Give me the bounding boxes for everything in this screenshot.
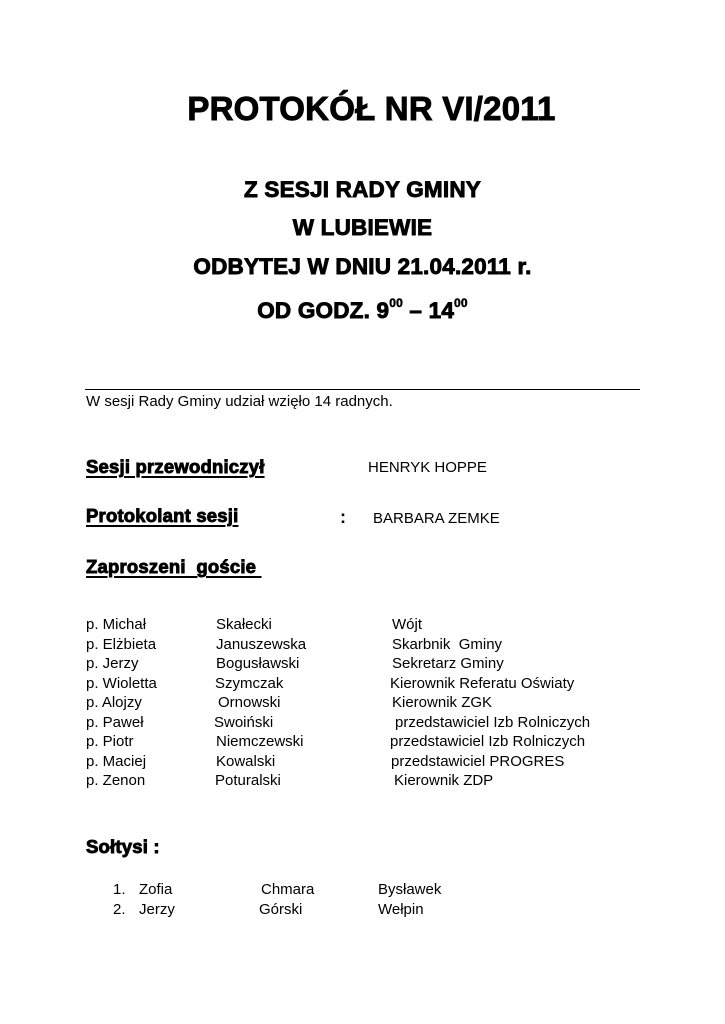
guest-first-name: p. Elżbieta <box>86 635 157 653</box>
guest-row <box>0 636 725 656</box>
guest-first-name: p. Jerzy <box>86 655 139 672</box>
soltys-village: Bysławek <box>378 881 442 898</box>
hours-start-superscript: 00 <box>389 296 403 310</box>
guest-role: Sekretarz Gminy <box>392 655 504 672</box>
guest-row <box>0 714 725 734</box>
chair-heading: Sesji przewodniczył <box>86 456 265 477</box>
guest-row <box>0 694 725 714</box>
recorder-colon: : <box>340 507 346 527</box>
subtitle-line-1: Z SESJI RADY GMINY <box>244 177 481 202</box>
chair-name: HENRYK HOPPE <box>368 459 487 476</box>
guest-row <box>0 675 725 695</box>
session-hours <box>0 286 725 328</box>
guests-heading: Zaproszeni goście <box>86 556 262 577</box>
guest-row <box>0 733 725 753</box>
guest-last-name: Januszewska <box>216 635 307 653</box>
guest-role: przedstawiciel Izb Rolniczych <box>390 733 586 750</box>
guest-last-name: Swoiński <box>214 713 274 731</box>
hours-prefix: OD GODZ. 9 <box>257 298 390 323</box>
guest-first-name: p. Maciej <box>86 752 147 770</box>
guest-role: przedstawiciel Izb Rolniczych <box>395 713 591 731</box>
guest-role: Kierownik ZGK <box>392 694 493 711</box>
guest-last-name: Bogusławski <box>216 655 300 672</box>
recorder-heading: Protokolant sesji <box>86 505 239 526</box>
subtitle-line-2: W LUBIEWIE <box>292 215 433 240</box>
guest-first-name: p. Alojzy <box>86 694 142 711</box>
soltys-village: Wełpin <box>378 901 424 918</box>
guest-last-name: Poturalski <box>215 772 281 789</box>
recorder-name: BARBARA ZEMKE <box>373 510 500 527</box>
guest-last-name: Szymczak <box>215 674 284 692</box>
soltys-last-name: Chmara <box>261 881 315 898</box>
guest-role: Kierownik Referatu Oświaty <box>390 674 575 692</box>
guest-row <box>0 753 725 773</box>
guest-last-name: Niemczewski <box>216 733 304 750</box>
guest-first-name: p. Michał <box>86 616 147 633</box>
guest-first-name: p. Piotr <box>86 733 134 750</box>
soltysi-heading: Sołtysi : <box>86 836 160 857</box>
guest-last-name: Ornowski <box>218 694 281 711</box>
guest-role: przedstawiciel PROGRES <box>391 752 565 770</box>
guest-first-name: p. Wioletta <box>86 674 157 692</box>
guest-row <box>0 655 725 675</box>
guest-first-name: p. Zenon <box>86 772 146 789</box>
guest-row <box>0 772 725 792</box>
guest-role: Skarbnik Gminy <box>392 635 503 653</box>
hours-end-superscript: 00 <box>454 296 468 310</box>
guest-first-name: p. Paweł <box>86 713 144 731</box>
guest-role: Kierownik ZDP <box>394 772 494 789</box>
soltys-first-name: Jerzy <box>139 901 175 918</box>
hours-middle: – 14 <box>402 298 455 323</box>
horizontal-rule <box>85 389 640 390</box>
attendance-text: W sesji Rady Gminy udział wzięło 14 radnych. <box>86 393 393 410</box>
soltys-first-name: Zofia <box>139 881 173 898</box>
list-number: 1. <box>113 881 126 898</box>
guest-row <box>0 616 725 636</box>
subtitle-line-3: ODBYTEJ W DNIU 21.04.2011 r. <box>193 254 532 279</box>
guest-last-name: Kowalski <box>216 752 276 770</box>
list-number: 2. <box>113 901 126 918</box>
guest-role: Wójt <box>392 616 422 633</box>
guest-last-name: Skałecki <box>216 616 272 633</box>
soltys-last-name: Górski <box>259 901 303 918</box>
document-title: PROTOKÓŁ NR VI/2011 <box>187 90 556 127</box>
